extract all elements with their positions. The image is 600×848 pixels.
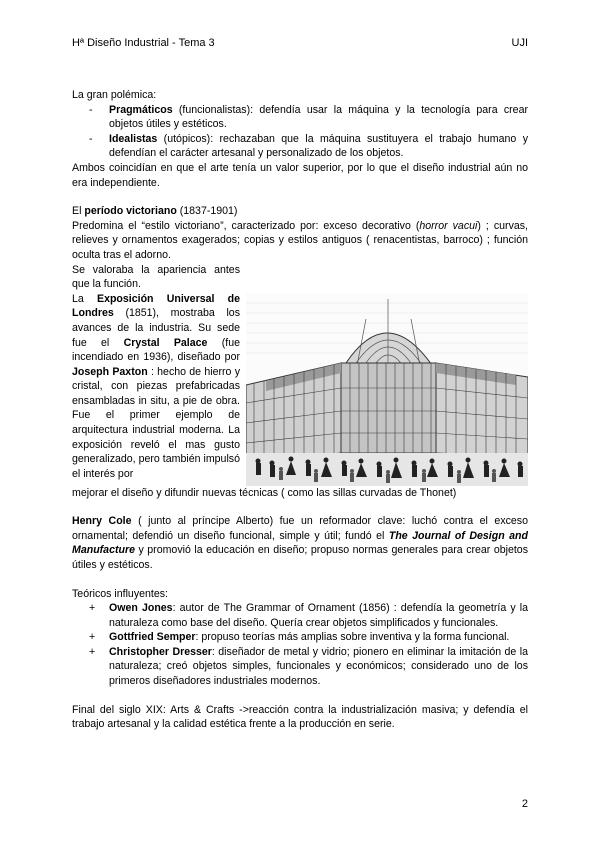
list-item: + Gottfried Semper: propuso teorías más amplias sobre inventiva y la forma funcional. [72,630,528,645]
term: Christopher Dresser [109,645,212,658]
list-item: - Pragmáticos (funcionalistas): defendía usar la máquina y la tecnología para crear objetos útiles y estéticos. [72,103,528,132]
list-item: + Owen Jones: autor de The Grammar of Ornament (1856) : defendía la geometría y la naturaleza como base del diseño. Quería crear objetos simplificados y funcionales. [72,601,528,630]
bullet-marker: + [89,602,96,615]
term: Gottfried Semper [109,631,196,644]
bullet-marker: + [89,631,96,644]
bullet-marker: + [89,645,96,658]
page-number: 2 [521,798,528,810]
list-item: + Christopher Dresser: diseñador de metal y vidrio; pionero en eliminar la imitación de la naturaleza; creó objetos simples, funcionales y económicos; considerado uno de los primeros diseñadores industriales modernos. [72,645,528,689]
page-body [72,88,528,732]
paragraph-arts-crafts: Final del siglo XIX: Arts & Crafts ->reacción contra la industrialización masiva; y defendía el trabajo artesanal y la calidad estética frente a la producción en serie. [72,703,528,731]
header-institution: UJI [511,37,528,49]
paragraph-estilo: Predomina el “estilo victoriano”, caracterizado por: exceso decorativo (horror vacui) ; curvas, relieves y ornamentos exagerados; copias y estilos antiguos ( renacentistas, barroco) ; función oculta tras el adorno. [72,219,528,261]
exposition-text-continued: mejorar el diseño y difundir nuevas técnicas ( como las sillas curvadas de Thonet) [72,486,457,499]
exposition-block [72,263,528,486]
term: Owen Jones [109,602,173,615]
crystal-palace-image [246,293,528,486]
bullet-marker: - [89,132,93,145]
bullet-marker: - [89,103,93,116]
teoricos-intro: Teóricos influyentes: [72,587,168,600]
polemica-conclusion: Ambos coincidían en que el arte tenía un valor superior, por lo que el diseño industrial aún no era independiente. [72,161,528,189]
exposition-text: Se valoraba la apariencia antes que la función. La Exposición Universal de Londres (1851), mostraba los avances de la industria. Su sede fue el Crystal Palace (fue incendiado en 1936), diseñado por Joseph Paxton : hecho de hierro y cristal, con piezas prefabricadas ensambladas in situ, a pie de obra. Fue el primer ejemplo de arquitectura industrial moderna. La exposición reveló el mas gusto generalizado, pero también impulsó el interés por [72,263,240,480]
section-title-victoriano: El período victoriano (1837-1901) [72,205,238,218]
list-item: - Idealistas (utópicos): rechazaban que la máquina sustituyera el trabajo humano y defendían el carácter artesanal y personalizado de los objetos. [72,132,528,161]
header-title: Hª Diseño Industrial - Tema 3 [72,37,215,49]
polemica-intro: La gran polémica: [72,89,157,101]
term: Pragmáticos [109,103,173,116]
term: Idealistas [109,132,158,145]
paragraph-henry-cole: Henry Cole ( junto al príncipe Alberto) fue un reformador clave: luchó contra el exceso ornamental; defendió un diseño funcional, simple y útil; fundó el The Journal of Design and Manufacture y promovió la educación en diseño; propuso normas generales para crear objetos útiles y estéticos. [72,515,529,571]
